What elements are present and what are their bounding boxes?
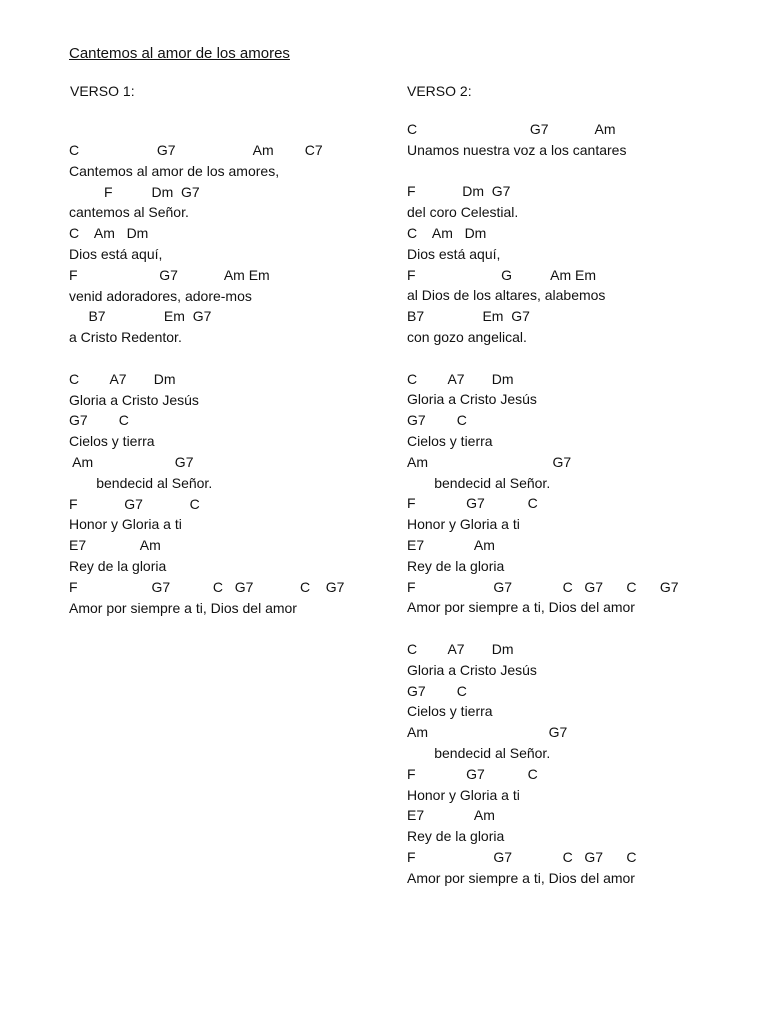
lyric-line: al Dios de los altares, alabemos <box>407 287 606 304</box>
chord-line: B7 Em G7 <box>69 308 212 325</box>
lyric-line: a Cristo Redentor. <box>69 329 182 346</box>
chord-line: F G Am Em <box>407 266 597 283</box>
lyric-line: bendecid al Señor. <box>69 474 213 491</box>
lyric-line: cantemos al Señor. <box>69 204 189 221</box>
chord-line: F Dm G7 <box>407 183 511 200</box>
lyric-line: Amor por siempre a ti, Dios del amor <box>407 599 635 616</box>
chord-line: F Dm G7 <box>69 183 200 200</box>
lyric-line: Dios está aquí, <box>69 245 163 262</box>
lyric-line: Rey de la gloria <box>407 828 505 845</box>
verse-2-label: VERSO 2: <box>407 83 472 99</box>
lyric-line: Cantemos al amor de los amores, <box>69 162 280 179</box>
lyric-line: Cielos y tierra <box>69 433 155 450</box>
verse-2-lines <box>407 119 767 888</box>
lyric-line: Rey de la gloria <box>69 557 167 574</box>
lyric-line: venid adoradores, adore-mos <box>69 287 252 304</box>
blank-line <box>407 161 767 182</box>
chord-line: B7 Em G7 <box>407 308 530 325</box>
chord-line: C Am Dm <box>407 224 487 241</box>
lyric-line: Amor por siempre a ti, Dios del amor <box>407 869 635 886</box>
chord-line: E7 Am <box>407 536 495 553</box>
lyric-line: con gozo angelical. <box>407 328 527 345</box>
lyric-line: Rey de la gloria <box>407 557 505 574</box>
blank-line <box>407 348 767 369</box>
lyric-line: Gloria a Cristo Jesús <box>407 661 537 678</box>
chord-line: C Am Dm <box>69 225 149 242</box>
chord-line: G7 C <box>407 682 467 699</box>
verse-1-lines <box>69 140 429 618</box>
chord-line: C A7 Dm <box>69 370 176 387</box>
lyric-line: Dios está aquí, <box>407 245 501 262</box>
lyric-line: Amor por siempre a ti, Dios del amor <box>69 599 297 616</box>
document-title: Cantemos al amor de los amores <box>69 45 290 62</box>
lyric-line: Honor y Gloria a ti <box>69 516 182 533</box>
lyric-line: Cielos y tierra <box>407 703 493 720</box>
chord-line: E7 Am <box>69 537 161 554</box>
chord-line: C A7 Dm <box>407 370 514 387</box>
lyric-line: Honor y Gloria a ti <box>407 786 520 803</box>
lyric-line: bendecid al Señor. <box>407 474 551 491</box>
chord-line: G7 C <box>407 412 467 429</box>
chord-line: Am G7 <box>407 724 568 741</box>
verse-1-label: VERSO 1: <box>70 83 135 99</box>
blank-line <box>407 618 767 639</box>
chord-line: G7 C <box>69 412 129 429</box>
lyric-line: Cielos y tierra <box>407 432 493 449</box>
chord-line: F G7 Am Em <box>69 266 270 283</box>
blank-line <box>69 348 429 369</box>
lyric-line: Honor y Gloria a ti <box>407 516 520 533</box>
lyric-line: Gloria a Cristo Jesús <box>407 391 537 408</box>
chord-line: Am G7 <box>69 453 194 470</box>
lyric-line: bendecid al Señor. <box>407 744 551 761</box>
chord-line: C G7 Am <box>407 121 616 137</box>
chord-line: F G7 C G7 C G7 <box>407 578 679 595</box>
chord-line: F G7 C <box>407 765 538 782</box>
chord-line: F G7 C <box>407 495 538 512</box>
chord-line: F G7 C G7 C <box>407 848 637 865</box>
lyric-line: Unamos nuestra voz a los cantares <box>407 141 627 158</box>
chord-line: C A7 Dm <box>407 640 514 657</box>
lyric-line: del coro Celestial. <box>407 204 519 221</box>
chord-line: E7 Am <box>407 807 495 824</box>
lyric-line: Gloria a Cristo Jesús <box>69 391 199 408</box>
chord-line: Am G7 <box>407 453 572 470</box>
chord-line: F G7 C <box>69 495 200 512</box>
chord-line: C G7 Am C7 <box>69 142 323 158</box>
chord-line: F G7 C G7 C G7 <box>69 578 345 595</box>
